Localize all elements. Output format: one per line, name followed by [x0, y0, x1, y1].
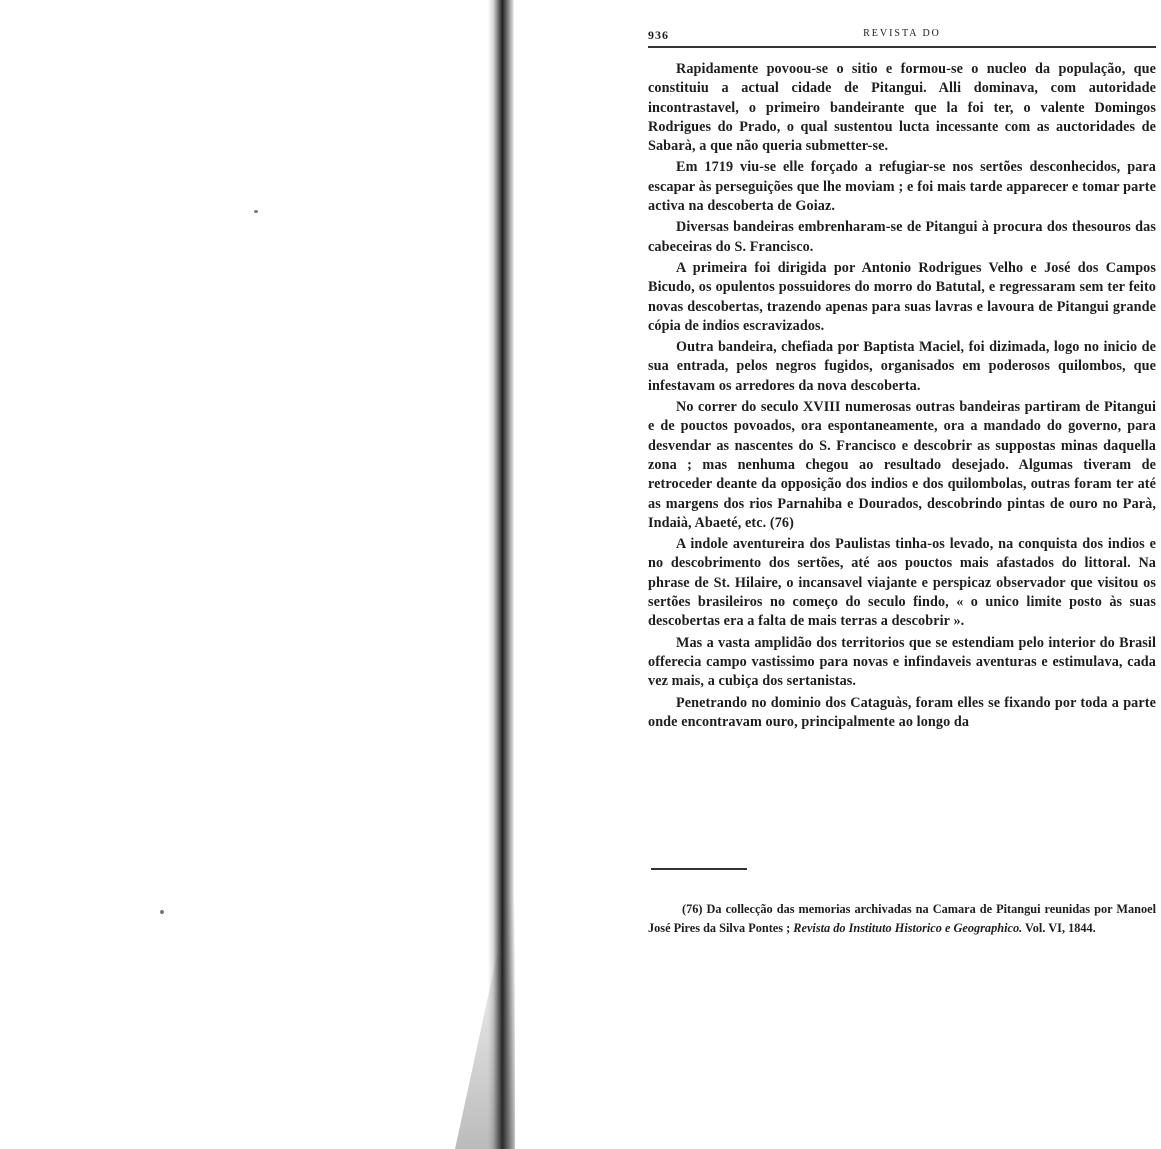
body-text — [648, 60, 1156, 732]
paragraph: Em 1719 viu-se elle forçado a refugiar-se nos sertões desconhecidos, para escapar às perseguições que lhe moviam ; e foi mais tarde apparecer e tomar parte activa na descoberta de Goiaz. — [648, 159, 1156, 215]
header-rule — [648, 46, 1156, 48]
paragraph: Outra bandeira, chefiada por Baptista Maciel, foi dizimada, logo no inicio de sua entrada, pelos negros fugidos, organisados em poderosos quilombos, que infestavam os arredores da nova descoberta. — [648, 339, 1156, 394]
paper-speck — [160, 910, 164, 914]
footnote-volume: Vol. VI, 1844. — [1025, 921, 1096, 935]
paper-speck — [254, 210, 258, 213]
paragraph: A primeira foi dirigida por Antonio Rodrigues Velho e José dos Campos Bicudo, os opulentos possuidores do morro do Batutal, e regressaram sem ter feito novas descobertas, trazendo apenas para suas lavras e lavoura de Pitangui grande cópia de indios escravizados. — [648, 259, 1156, 334]
footnote-rule — [651, 868, 747, 870]
running-head — [648, 24, 1156, 46]
footnote — [648, 900, 1156, 938]
gutter-shadow — [455, 900, 515, 1149]
journal-title: REVISTA DO — [863, 28, 941, 39]
paragraph: A indole aventureira dos Paulistas tinha-os levado, na conquista dos indios e no descobrimento dos sertões, até aos pouctos mais afastados do littoral. Na phrase de St. Hilaire, o incansavel viajante e perspicaz observador que visitou os sertões brasileiros no começo do seculo findo, « o unico limite posto às suas descobertas era a falta de mais terras a descobrir ». — [648, 536, 1156, 630]
footnote-text: (76) Da collecção das memorias archivadas na Camara de Pitangui reunidas por Manoel José Pires da Silva Pontes ; — [648, 902, 1156, 935]
footnote-citation: Revista do Instituto Historico e Geographico. — [793, 921, 1023, 935]
paragraph: Mas a vasta amplidão dos territorios que se estendiam pelo interior do Brasil offerecia campo vastissimo para novas e infindaveis aventuras e estimulava, cada vez mais, a cubiça dos sertanistas. — [648, 634, 1156, 690]
paragraph: Rapidamente povoou-se o sitio e formou-se o nucleo da população, que constituiu a actual cidade de Pitangui. Alli dominava, com autoridade incontrastavel, o primeiro bandeirante que la foi ter, o valente Domingos Rodrigues do Prado, o qual sustentou lucta incessante com as auctoridades de Sabarà, a que não queria submetter-se. — [648, 61, 1156, 155]
page-number: 936 — [648, 28, 669, 42]
paragraph: Diversas bandeiras embrenharam-se de Pitangui à procura dos thesouros das cabeceiras do S. Francisco. — [648, 219, 1156, 255]
paragraph: Penetrando no dominio dos Cataguàs, foram elles se fixando por toda a parte onde encontravam ouro, principalmente ao longo da — [648, 694, 1156, 730]
book-page — [648, 24, 1156, 732]
paragraph: No correr do seculo XVIII numerosas outras bandeiras partiram de Pitangui e de pouctos povoados, ora espontaneamente, ora a mandado do governo, para desvendar as nascentes do S. Francisco e descobrir as suppostas minas daquella zona ; mas nenhuma chegou ao resultado desejado. Algumas tiveram de retroceder deante da opposição dos indios e dos quilombolas, outras foram ter até as margens dos rios Parnahiba e Dourados, descobrindo pintas de ouro no Parà, Indaià, Abaeté, etc. (76) — [648, 399, 1156, 531]
